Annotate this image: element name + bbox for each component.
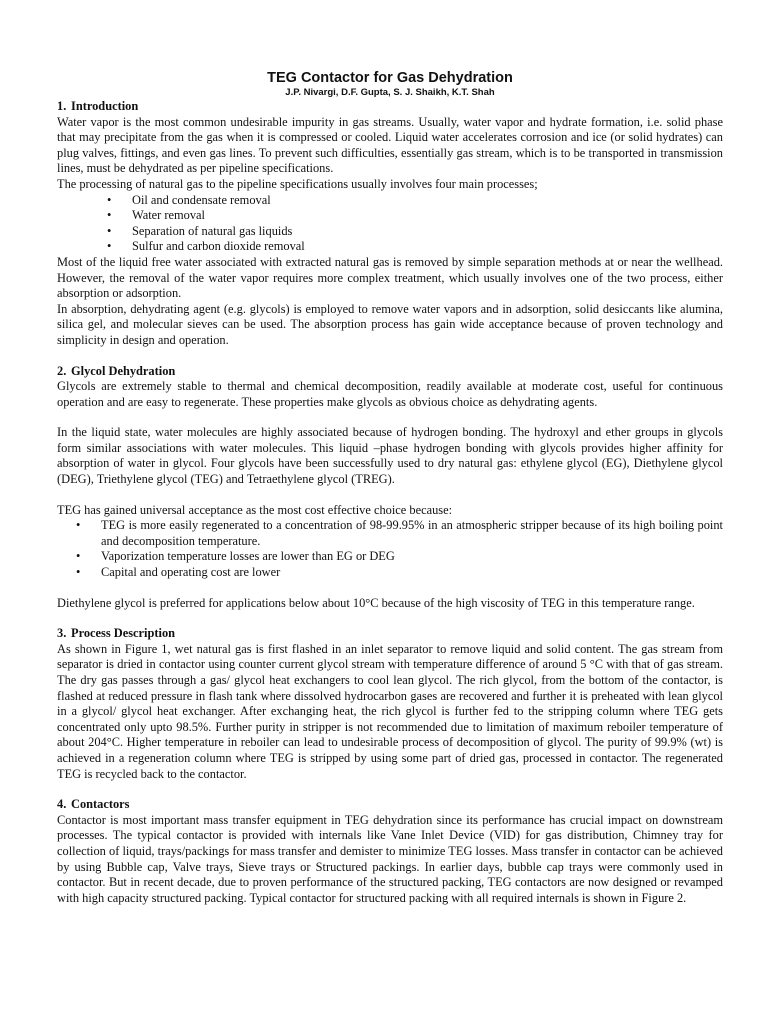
list-item: • Sulfur and carbon dioxide removal: [107, 239, 305, 254]
list-item: • Separation of natural gas liquids: [107, 223, 293, 238]
section-number: 4.: [57, 797, 67, 812]
section-heading-glycol-dehydration: [57, 364, 723, 380]
paragraph: Diethylene glycol is preferred for applications below about 10°C because of the high viscosity of TEG in this temperature range.: [57, 595, 695, 610]
paragraph: Contactor is most important mass transfer equipment in TEG dehydration since its performance has crucial impact on downstream processes. The typical contactor is provided with internals like Vane Inlet Device (VID) for gas distribution, Chimney tray for collection of liquid, trays/packings for mass transfer and demister to minimize TEG losses. Mass transfer in contactor can be achieved by using Bubble cap, Valve trays, Sieve trays or Structured packings. In earlier days, bubble cap trays were commonly used in contactor. But in recent decade, due to proven performance of the structured packing, TEG contactors are now designed or revamped with high capacity structured packing. Typical contactor for structured packing with all required internals is shown in Figure 2.: [57, 812, 723, 905]
section-heading-process-description: [57, 626, 723, 642]
list-item: • Capital and operating cost are lower: [76, 565, 281, 580]
section-number: 3.: [57, 626, 67, 641]
bullet-list: [57, 518, 723, 580]
paragraph: Most of the liquid free water associated with extracted natural gas is removed by simple separation methods at or near the wellhead. However, the removal of the water vapor requires more complex treatment, which usually involves one of the two process, either absorption or adsorption.: [57, 254, 723, 301]
bullet-icon: •: [76, 565, 81, 580]
section-title: Glycol Dehydration: [71, 363, 176, 378]
list-item: • Water removal: [107, 208, 205, 223]
bullet-icon: •: [107, 239, 112, 254]
section-number: 2.: [57, 363, 67, 378]
section-title: Process Description: [71, 626, 176, 641]
document-title: TEG Contactor for Gas Dehydration: [267, 70, 513, 86]
list-item: • TEG is more easily regenerated to a concentration of 98-99.95% in an atmospheric stripper because of its high boiling point and decomposition temperature.: [76, 518, 723, 548]
section-heading-introduction: [57, 99, 723, 115]
document-authors: J.P. Nivargi, D.F. Gupta, S. J. Shaikh, K.T. Shah: [285, 87, 495, 98]
document-page: [57, 70, 723, 906]
paragraph: In the liquid state, water molecules are highly associated because of hydrogen bonding. The hydroxyl and ether groups in glycols form similar associations with water molecules. This liquid –phase hydrogen bonding with glycols provides higher affinity for absorption of water in glycol. Four glycols have been successfully used to dry natural gas: ethylene glycol (EG), Diethylene glycol (DEG), Triethylene glycol (TEG) and Tetraethylene glycol (TREG).: [57, 425, 723, 487]
bullet-icon: •: [76, 549, 81, 564]
list-item: • Oil and condensate removal: [107, 192, 271, 207]
section-number: 1.: [57, 99, 67, 113]
section-title: Contactors: [71, 797, 130, 812]
paragraph: As shown in Figure 1, wet natural gas is first flashed in an inlet separator to remove liquid and solid content. The gas stream from separator is dried in contactor using counter current glycol stream with temperature difference of around 5 °C with that of gas stream. The dry gas passes through a gas/ glycol heat exchangers to cool lean glycol. The rich glycol, from the bottom of the contactor, is flashed at reduced pressure in flash tank where dissolved hydrocarbon gases are recovered and further it is preheated with lean glycol in a glycol/ glycol heat exchanger. After exchanging heat, the rich glycol is further fed to the stripping column where TEG gets concentrated only upto 98.5%. Further purity in stripper is not recommended due to limitation of maximum reboiler temperature of about 204°C. Higher temperature in reboiler can lead to undesirable process of decomposition of glycol. The purity of 99.9% (wt) is achieved in a regeneration column where TEG is stripped by using some part of dried gas, processed in contactor. The regenerated TEG is recycled back to the contactor.: [57, 641, 723, 781]
bullet-icon: •: [107, 223, 112, 238]
bullet-list: [57, 193, 723, 255]
paragraph: In absorption, dehydrating agent (e.g. glycols) is employed to remove water vapors and in adsorption, solid desiccants like alumina, silica gel, and molecular sieves can be used. The absorption process has gain wide acceptance because of proven technology and simplicity in design and operation.: [57, 301, 723, 347]
paragraph: The processing of natural gas to the pipeline specifications usually involves four main processes;: [57, 176, 538, 191]
bullet-icon: •: [76, 518, 81, 533]
paragraph: Water vapor is the most common undesirable impurity in gas streams. Usually, water vapor and hydrate formation, i.e. solid phase that may precipitate from the gas when it is compressed or cooled. Liquid water accelerates corrosion and ice (or solid hydrates) can plug valves, fittings, and even gas lines. To prevent such difficulties, essentially gas stream, which is to be transported in transmission lines, must be dehydrated as per pipeline specifications.: [57, 114, 723, 176]
paragraph: Glycols are extremely stable to thermal and chemical decomposition, readily available at moderate cost, useful for continuous operation and are easy to regenerate. These properties make glycols as obvious choice as dehydrating agents.: [57, 379, 723, 409]
list-item: • Vaporization temperature losses are lower than EG or DEG: [76, 549, 395, 564]
section-title: Introduction: [71, 99, 139, 113]
bullet-icon: •: [107, 192, 112, 207]
paragraph: TEG has gained universal acceptance as the most cost effective choice because:: [57, 502, 453, 517]
bullet-icon: •: [107, 208, 112, 223]
section-heading-contactors: [57, 797, 723, 813]
